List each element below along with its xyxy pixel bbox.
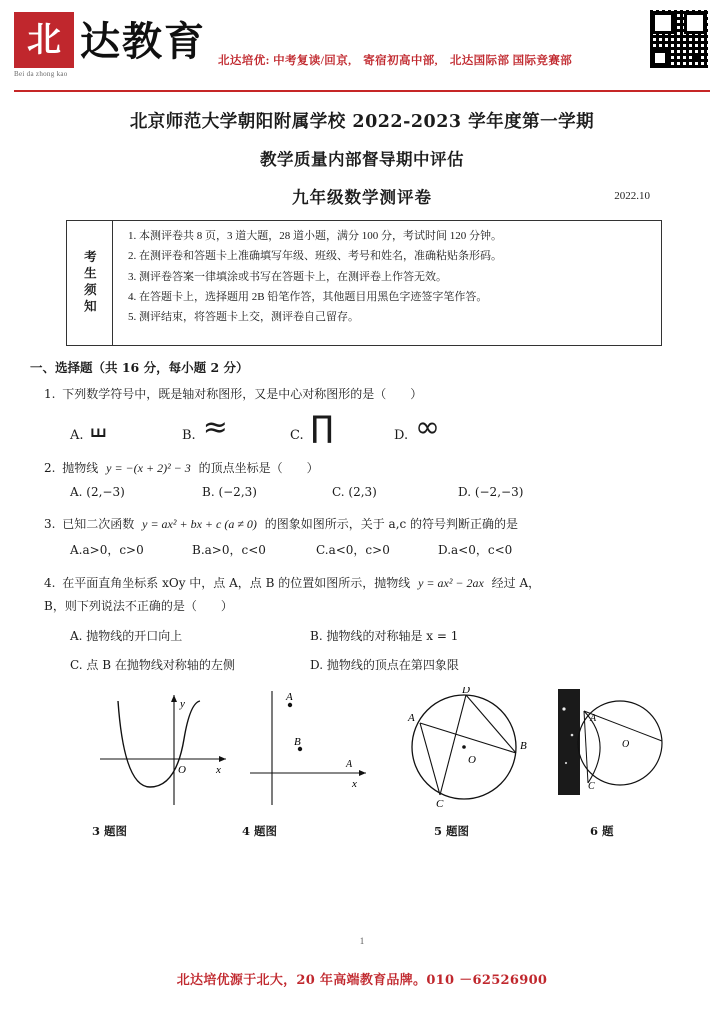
question-2 bbox=[44, 459, 690, 477]
notice-list bbox=[117, 228, 653, 327]
question-3-number: 3. bbox=[44, 517, 56, 531]
figure-4-points bbox=[242, 687, 382, 813]
figure-4-label-a: A bbox=[286, 691, 293, 703]
notice-body bbox=[113, 221, 661, 345]
option-d: D. 抛物线的顶点在第四象限 bbox=[310, 658, 459, 672]
figure-6-label-o: O bbox=[622, 739, 630, 750]
figure-5-caption: 5 题图 bbox=[434, 824, 470, 838]
figure-5-label-o: O bbox=[468, 754, 476, 766]
figure-5-circle bbox=[380, 687, 550, 813]
question-4-formula: y = ax² − 2ax bbox=[418, 576, 484, 590]
choice-b-label: B. bbox=[182, 428, 196, 443]
option-d: D. (−2,−3) bbox=[458, 485, 524, 499]
figure-3-label-y: y bbox=[180, 698, 185, 710]
figure-3-parabola bbox=[88, 687, 238, 813]
figure-5-label-a: A bbox=[408, 712, 415, 724]
notice-label-text: 考生须知 bbox=[82, 250, 98, 316]
brand-subtitle: 北达培优: 中考复读/回京, 寄宿初高中部, 北达国际部 国际竞赛部 bbox=[218, 55, 573, 67]
question-3-text-post: 的图象如图所示，关于 a,c 的符号判断正确的是 bbox=[264, 517, 519, 531]
figure-6-label-c: C bbox=[588, 781, 595, 792]
question-1-number: 1. bbox=[44, 387, 56, 401]
choice-b-glyph-icon: ≈ bbox=[202, 410, 228, 445]
figure-5-label-d: D bbox=[462, 687, 470, 696]
page-header bbox=[14, 8, 710, 92]
brand-title: 达教育 bbox=[80, 18, 206, 65]
question-2-number: 2. bbox=[44, 461, 56, 475]
logo-caption: Bei da zhong kao bbox=[14, 70, 68, 78]
choice-a-label: A. bbox=[70, 428, 84, 443]
question-4-number: 4. bbox=[44, 576, 56, 590]
footer-slogan: 北达培优源于北大，20 年高端教育品牌。010 －62526900 bbox=[176, 973, 548, 988]
figure-6-label-a: A bbox=[590, 713, 597, 724]
question-3-text-pre: 已知二次函数 bbox=[62, 517, 135, 531]
question-1-choices bbox=[70, 410, 690, 445]
figure-3-label-x: x bbox=[216, 764, 221, 776]
list-item: 2. 在测评卷和答题卡上准确填写年级、班级、考号和姓名，准确粘贴条形码。 bbox=[139, 248, 653, 266]
choice-c-glyph-icon: ∏ bbox=[310, 410, 334, 445]
exam-title-line3: 九年级数学测评卷 bbox=[292, 188, 432, 207]
choice-a-glyph-icon: ⧢ bbox=[90, 410, 107, 445]
option-b: B.a>0，c<0 bbox=[192, 543, 266, 557]
option-c: C.a<0，c>0 bbox=[316, 543, 390, 557]
option-b: B. (−2,3) bbox=[202, 485, 257, 499]
question-2-text-pre: 抛物线 bbox=[62, 461, 99, 475]
logo-mark: 北 bbox=[14, 12, 74, 68]
qr-code-icon bbox=[648, 8, 710, 70]
figures-row bbox=[30, 687, 694, 837]
option-b: B. 抛物线的对称轴是 x = 1 bbox=[310, 629, 459, 643]
question-2-options bbox=[70, 485, 690, 499]
page-number: 1 bbox=[359, 936, 365, 946]
question-2-text-post: 的顶点坐标是（ ） bbox=[198, 461, 319, 475]
question-4-line2: B，则下列说法不正确的是（ ） bbox=[44, 599, 233, 613]
figure-5-label-b: B bbox=[520, 740, 527, 752]
option-a: A.a>0，c>0 bbox=[70, 543, 144, 557]
figure-4-label-a2: A bbox=[346, 759, 353, 770]
list-item: 3. 测评卷答案一律填涂或书写在答题卡上，在测评卷上作答无效。 bbox=[139, 269, 653, 287]
question-2-formula: y = −(x + 2)² − 3 bbox=[106, 461, 191, 475]
question-1 bbox=[44, 385, 690, 403]
exam-title-line1: 北京师范大学朝阳附属学校 2022-2023 学年度第一学期 bbox=[129, 112, 595, 132]
choice-d-glyph-icon: ∞ bbox=[415, 410, 441, 445]
option-c: C. 点 B 在抛物线对称轴的左侧 bbox=[70, 658, 235, 672]
figure-4-caption: 4 题图 bbox=[242, 824, 278, 838]
question-4-options-row2 bbox=[70, 656, 690, 673]
figure-4-label-b: B bbox=[294, 736, 301, 748]
figure-6-circle bbox=[558, 689, 678, 801]
list-item: 5. 测评结束，将答题卡上交，测评卷自己留存。 bbox=[139, 309, 653, 327]
choice-d-label: D. bbox=[394, 428, 409, 443]
question-4 bbox=[44, 574, 690, 592]
question-4-line1-pre: 在平面直角坐标系 xOy 中，点 A，点 B 的位置如图所示，抛物线 bbox=[62, 576, 411, 590]
figure-5-label-c: C bbox=[436, 798, 444, 810]
list-item: 1. 本测评卷共 8 页，3 道大题，28 道小题，满分 100 分，考试时间 120 分钟。 bbox=[139, 228, 653, 246]
qr-corner-icon bbox=[652, 50, 668, 66]
exam-title-line2: 教学质量内部督导期中评估 bbox=[260, 150, 464, 169]
option-a: A. 抛物线的开口向上 bbox=[70, 629, 183, 643]
candidate-notice-box bbox=[66, 220, 662, 346]
figure-3-label-o: O bbox=[178, 764, 186, 776]
notice-label-cell bbox=[67, 221, 113, 345]
choice-c-label: C. bbox=[290, 428, 304, 443]
qr-dot bbox=[694, 54, 700, 60]
option-c: C. (2,3) bbox=[332, 485, 377, 499]
question-3-formula: y = ax² + bx + c (a ≠ 0) bbox=[142, 517, 257, 531]
exam-date: 2022.10 bbox=[614, 190, 650, 202]
document-page bbox=[0, 8, 724, 1032]
option-a: A. (2,−3) bbox=[70, 485, 125, 499]
question-1-text: 下列数学符号中，既是轴对称图形，又是中心对称图形的是（ ） bbox=[62, 387, 423, 401]
question-3-options bbox=[70, 541, 690, 558]
question-3 bbox=[44, 515, 690, 533]
option-d: D.a<0，c<0 bbox=[438, 543, 513, 557]
list-item: 4. 在答题卡上，选择题用 2B 铅笔作答，其他题目用黑色字迹签字笔作答。 bbox=[139, 289, 653, 307]
figure-4-label-x: x bbox=[352, 778, 357, 790]
exam-title-line3-row bbox=[0, 184, 724, 208]
question-4-line1-post: 经过 A， bbox=[491, 576, 541, 590]
section-heading-choice: 一、选择题（共 16 分，每小题 2 分） bbox=[30, 360, 249, 375]
figure-3-caption: 3 题图 bbox=[92, 824, 128, 838]
question-4-options-row1 bbox=[70, 627, 690, 644]
figure-6-caption: 6 题 bbox=[590, 824, 614, 838]
